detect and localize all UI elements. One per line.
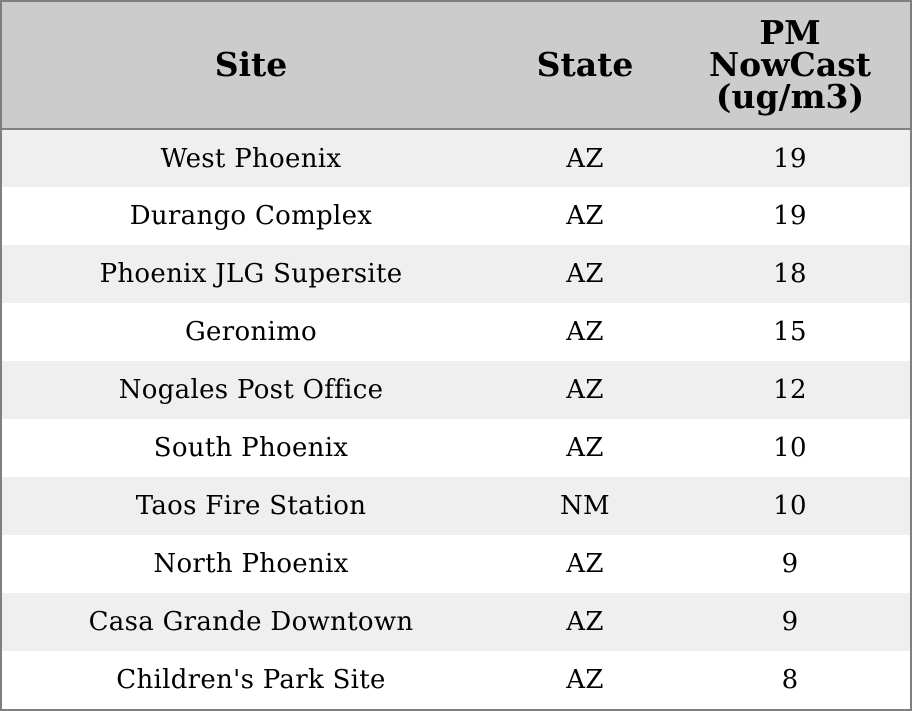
cell-state: NM (560, 491, 610, 521)
header-site: Site (214, 45, 288, 84)
cell-state: AZ (566, 201, 604, 231)
cell-site: Phoenix JLG Supersite (99, 259, 403, 289)
cell-pm-nowcast: 19 (773, 201, 807, 231)
header-pm-line1: PM (759, 13, 821, 52)
table-row (2, 129, 910, 187)
header-pm-line2: NowCast (708, 45, 872, 84)
cell-pm-nowcast: 9 (781, 549, 799, 579)
table-row (2, 187, 910, 245)
cell-site: Geronimo (184, 317, 317, 347)
cell-site: West Phoenix (160, 143, 342, 174)
cell-state: AZ (566, 375, 604, 405)
cell-site: Children's Park Site (116, 665, 386, 695)
cell-pm-nowcast: 15 (773, 317, 807, 347)
cell-state: AZ (566, 665, 604, 695)
cell-pm-nowcast: 10 (773, 491, 807, 521)
cell-site: Casa Grande Downtown (88, 607, 414, 637)
cell-site: North Phoenix (153, 549, 349, 579)
cell-pm-nowcast: 8 (781, 665, 799, 695)
header-state: State (536, 45, 634, 84)
cell-state: AZ (566, 607, 604, 637)
table-row (2, 593, 910, 651)
cell-pm-nowcast: 18 (773, 259, 807, 289)
table-row (2, 303, 910, 361)
table-row (2, 477, 910, 535)
pm-nowcast-table (2, 2, 910, 709)
cell-pm-nowcast: 10 (773, 433, 807, 463)
table-row (2, 361, 910, 419)
cell-site: South Phoenix (153, 433, 349, 463)
cell-state: AZ (566, 259, 604, 289)
table-row (2, 535, 910, 593)
cell-state: AZ (566, 143, 604, 174)
table-row (2, 245, 910, 303)
cell-state: AZ (566, 549, 604, 579)
table-body (2, 129, 910, 709)
cell-pm-nowcast: 9 (781, 607, 799, 637)
cell-pm-nowcast: 12 (773, 375, 807, 405)
table-row (2, 651, 910, 709)
cell-site: Taos Fire Station (135, 491, 367, 521)
cell-site: Nogales Post Office (118, 375, 384, 405)
table-header-row (2, 2, 910, 129)
table-row (2, 419, 910, 477)
cell-state: AZ (566, 317, 604, 347)
cell-site: Durango Complex (129, 201, 373, 231)
cell-state: AZ (566, 433, 604, 463)
header-pm-nowcast (670, 2, 910, 129)
cell-pm-nowcast: 19 (773, 143, 807, 174)
header-pm-line3: (ug/m3) (715, 77, 865, 116)
